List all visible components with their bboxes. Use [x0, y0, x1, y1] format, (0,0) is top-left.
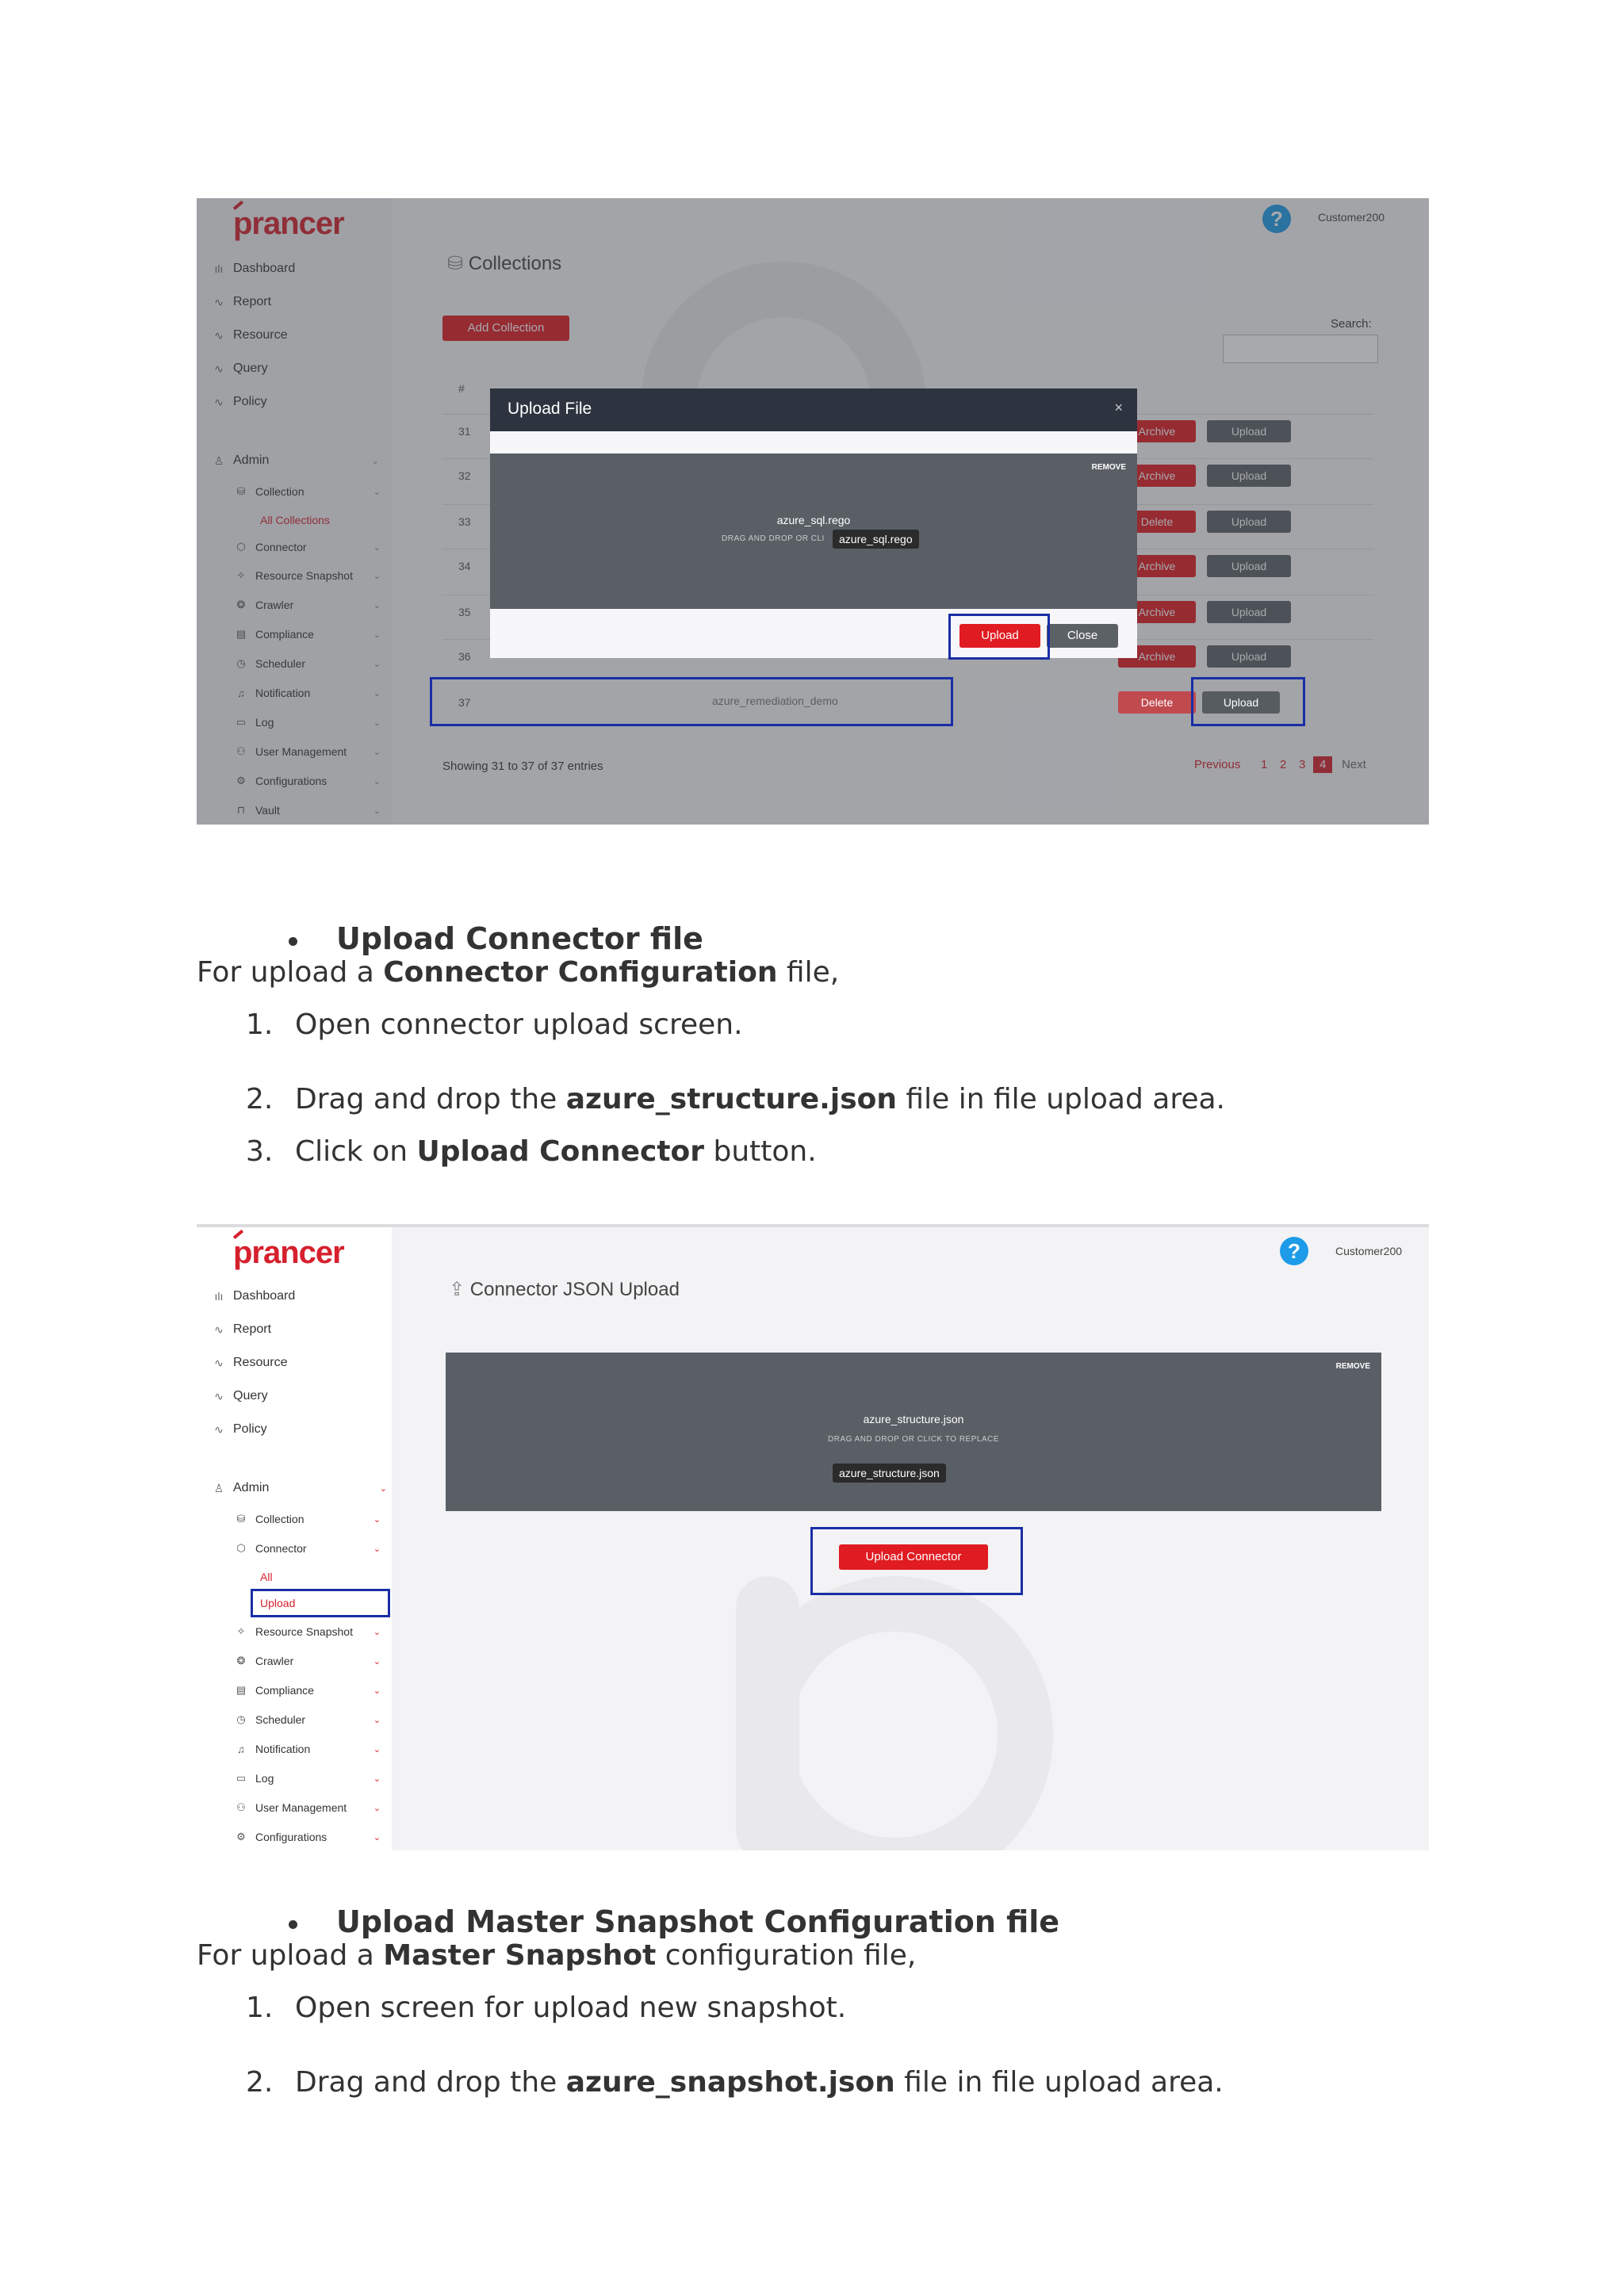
chevron-down-icon: ⌄: [373, 776, 381, 786]
sidebar-item-label: Scheduler: [255, 1713, 306, 1726]
activity-icon: ∿: [214, 1389, 224, 1402]
collection-name: azure_remediation_demo: [712, 695, 838, 707]
sidebar-item-label: Scheduler: [255, 657, 306, 670]
remove-file-button[interactable]: REMOVE: [1335, 1362, 1370, 1371]
sidebar-item-label: Connector: [255, 1542, 307, 1555]
drop-hint: DRAG AND DROP OR CLICK TO REPLACE: [828, 1435, 999, 1444]
activity-icon: ∿: [214, 1356, 224, 1369]
sidebar-item-resource[interactable]: [213, 1356, 287, 1370]
highlight-upload-connector: [810, 1527, 1023, 1595]
users-icon: ⚇: [236, 745, 246, 757]
file-drop-zone[interactable]: [490, 453, 1137, 609]
sidebar-item-label: Report: [233, 295, 272, 308]
highlight-upload-button: [948, 614, 1050, 660]
chevron-down-icon: ⌄: [373, 600, 381, 610]
help-icon[interactable]: ?: [1280, 1237, 1308, 1265]
sidebar-item-policy[interactable]: [213, 1422, 267, 1437]
sidebar-item-label: Vault: [255, 804, 280, 817]
sidebar-item-configurations[interactable]: [235, 1831, 381, 1843]
chevron-down-icon: ⌄: [373, 688, 381, 698]
list-text: file in file upload area.: [896, 1083, 1226, 1115]
chevron-down-icon: ⌄: [373, 659, 381, 669]
sidebar-item-label: Resource: [233, 1356, 288, 1369]
row-action-button[interactable]: Archive: [1118, 645, 1196, 668]
sidebar-item-label: Admin: [233, 1481, 270, 1494]
file-tooltip: azure_structure.json: [833, 1464, 946, 1483]
highlight-upload-button: [1191, 677, 1305, 726]
list-text: button.: [704, 1135, 817, 1168]
sidebar-item-resource-snapshot[interactable]: [235, 1625, 381, 1638]
row-upload-button[interactable]: Upload: [1207, 465, 1291, 487]
clock-icon: ◷: [236, 1713, 246, 1725]
list-number: 3.: [246, 1135, 274, 1168]
sidebar-item-label: Collection: [255, 1513, 304, 1525]
drop-hint: [722, 534, 1137, 543]
table-row: 37: [458, 696, 471, 709]
activity-icon: ∿: [214, 295, 224, 308]
bullet-dot: [289, 1920, 297, 1929]
sidebar-item-label: Log: [255, 716, 274, 729]
user-menu[interactable]: Customer200: [1335, 1245, 1403, 1257]
document-icon: ▤: [236, 628, 247, 640]
list-text: Open connector upload screen.: [295, 1008, 743, 1041]
intro-text: For upload a: [197, 956, 384, 989]
sidebar-item-label: Admin: [233, 453, 270, 467]
list-bold: azure_snapshot.json: [565, 2066, 895, 2099]
pagination-page-3[interactable]: 3: [1299, 758, 1306, 771]
chevron-down-icon: ⌄: [373, 1803, 381, 1813]
intro-text: configuration file,: [656, 1939, 917, 1972]
sidebar-item-label: Query: [233, 1389, 268, 1402]
users-icon: ⚇: [236, 1801, 246, 1813]
list-text: Drag and drop the: [295, 1083, 566, 1115]
sidebar-item-label: Connector: [255, 541, 307, 553]
row-upload-button[interactable]: Upload: [1202, 691, 1280, 714]
row-upload-button[interactable]: Upload: [1207, 555, 1291, 577]
brand-logo: prancer: [233, 1235, 344, 1270]
list-item: [246, 2066, 1224, 2099]
chevron-down-icon: ⌄: [373, 1627, 381, 1637]
pagination-previous[interactable]: Previous: [1194, 758, 1241, 771]
section-intro: [197, 956, 839, 989]
highlight-upload-nav: [251, 1589, 390, 1617]
pagination-page-1[interactable]: 1: [1261, 758, 1268, 771]
activity-icon: ∿: [214, 328, 224, 342]
brand-watermark-stem: [736, 1576, 799, 1850]
row-action-button[interactable]: Archive: [1118, 601, 1196, 623]
sidebar-item-label: Log: [255, 1772, 274, 1785]
table-row: 31: [458, 425, 471, 438]
help-icon[interactable]: ?: [1262, 205, 1291, 233]
sidebar-item-label: Configurations: [255, 1831, 327, 1843]
database-icon: ⛁: [447, 253, 469, 274]
activity-icon: ∿: [214, 362, 224, 375]
list-number: 2.: [246, 2066, 274, 2099]
gear-icon: ⚙: [236, 775, 246, 786]
sidebar-item-label: Policy: [233, 1422, 267, 1436]
sidebar-item-label: User Management: [255, 745, 347, 758]
modal-header: [490, 388, 1137, 431]
sidebar-item-collection[interactable]: [235, 1513, 381, 1525]
user-icon: ♙: [213, 453, 224, 467]
list-item: [246, 1083, 1225, 1115]
archive-icon: ▭: [236, 1772, 247, 1784]
sidebar-item-label: Compliance: [255, 628, 314, 641]
connector-upload-screenshot: [197, 1224, 1429, 1850]
sidebar-item-label: Crawler: [255, 599, 294, 611]
list-item: [246, 1135, 817, 1168]
sidebar-item-compliance[interactable]: [235, 1684, 381, 1697]
sidebar: [197, 1227, 392, 1850]
sidebar-item-label: Resource: [233, 328, 288, 342]
bar-chart-icon: ılı: [214, 1290, 224, 1303]
table-row: 34: [458, 560, 471, 572]
sidebar-item-label: Dashboard: [233, 1289, 296, 1303]
sidebar-item-label: Notification: [255, 1743, 311, 1755]
page-title-text: Connector JSON Upload: [469, 1279, 680, 1300]
chevron-down-icon: ⌄: [373, 718, 381, 728]
pagination-next[interactable]: Next: [1342, 758, 1366, 771]
sidebar-item-label: Policy: [233, 395, 267, 408]
row-upload-button[interactable]: Upload: [1207, 645, 1291, 668]
sidebar-item-notification[interactable]: [235, 1743, 381, 1755]
close-icon[interactable]: ×: [1114, 400, 1123, 415]
list-item: [246, 1992, 846, 2024]
section-intro: [197, 1939, 916, 1972]
modal-title: Upload File: [508, 400, 592, 418]
snapshot-icon: ✧: [236, 1625, 246, 1637]
sidebar-item-label: Report: [233, 1322, 272, 1336]
file-tooltip: azure_sql.rego: [833, 530, 919, 549]
sidebar-item-label: Crawler: [255, 1655, 294, 1667]
list-text: Click on: [295, 1135, 417, 1168]
chevron-down-icon: ⌄: [373, 1774, 381, 1784]
page-title-text: Collections: [468, 253, 562, 274]
snapshot-icon: ✧: [236, 569, 246, 581]
intro-text: For upload a: [197, 1939, 384, 1972]
search-label: Search:: [1331, 317, 1372, 331]
table-row: 33: [458, 515, 471, 528]
list-text: Drag and drop the: [295, 2066, 566, 2099]
table-row: 36: [458, 650, 471, 663]
list-number: 2.: [246, 1083, 274, 1115]
chevron-down-icon: ⌄: [373, 542, 381, 553]
gear-icon: ⚙: [236, 1831, 246, 1843]
lock-icon: ⊓: [236, 804, 246, 816]
sidebar-item-label: Resource Snapshot: [255, 1625, 353, 1638]
chevron-down-icon: ⌄: [379, 1483, 387, 1494]
sidebar-item-label: Collection: [255, 485, 304, 498]
sidebar-item-label: Resource Snapshot: [255, 569, 353, 582]
activity-icon: ∿: [214, 395, 224, 408]
sidebar-item-connector-all[interactable]: All: [260, 1571, 273, 1583]
row-delete-button[interactable]: Delete: [1118, 691, 1196, 714]
sidebar-item-label: User Management: [255, 1801, 347, 1814]
chevron-down-icon: ⌄: [373, 747, 381, 757]
intro-bold: Connector Configuration: [383, 956, 778, 989]
list-text: Open screen for upload new snapshot.: [295, 1992, 847, 2024]
bell-icon: ♫: [237, 1743, 245, 1755]
add-collection-button[interactable]: Add Collection: [442, 316, 569, 341]
page-title: [449, 1278, 680, 1301]
chevron-down-icon: ⌄: [373, 1832, 381, 1843]
sidebar-item-admin[interactable]: [213, 1481, 387, 1495]
row-action-button[interactable]: Archive: [1118, 465, 1196, 487]
upload-connector-button[interactable]: Upload Connector: [839, 1544, 988, 1570]
sidebar-item-crawler[interactable]: [235, 1655, 381, 1667]
pagination-page-4[interactable]: 4: [1313, 756, 1332, 773]
intro-bold: Master Snapshot: [383, 1939, 657, 1972]
chevron-down-icon: ⌄: [373, 629, 381, 640]
table-header-number: #: [458, 382, 465, 395]
cube-icon: ⬡: [236, 1542, 246, 1554]
user-icon: ♙: [213, 1481, 224, 1494]
bell-icon: ♫: [237, 687, 245, 699]
list-bold: azure_structure.json: [565, 1083, 897, 1115]
highlight-row-37: [430, 677, 953, 726]
database-icon: ⛁: [236, 485, 246, 497]
sidebar-item-connector-upload[interactable]: Upload: [260, 1597, 296, 1609]
chevron-down-icon: ⌄: [373, 1656, 381, 1667]
row-action-button[interactable]: Delete: [1118, 511, 1196, 533]
list-item: [246, 1008, 743, 1041]
chevron-down-icon: ⌄: [373, 806, 381, 816]
intro-text: file,: [777, 956, 840, 989]
upload-button[interactable]: Upload: [959, 624, 1040, 648]
entries-info: Showing 31 to 37 of 37 entries: [442, 760, 603, 773]
sidebar-item-report[interactable]: [213, 1322, 271, 1337]
chevron-down-icon: ⌄: [373, 1686, 381, 1696]
activity-icon: ∿: [214, 1322, 224, 1336]
list-bold: Upload Connector: [416, 1135, 705, 1168]
sidebar-item-label: Configurations: [255, 775, 327, 787]
chevron-down-icon: ⌄: [373, 1744, 381, 1755]
sidebar-item-label: Query: [233, 362, 268, 375]
remove-file-button[interactable]: REMOVE: [1091, 463, 1126, 472]
chevron-down-icon: ⌄: [373, 1715, 381, 1725]
document-icon: ▤: [236, 1684, 247, 1696]
sidebar-item-label: Compliance: [255, 1684, 314, 1697]
sidebar-item-connector[interactable]: [235, 1542, 381, 1555]
crawler-icon: ❂: [236, 1655, 246, 1667]
clock-icon: ◷: [236, 657, 246, 669]
table-row: 32: [458, 469, 471, 482]
file-name: azure_sql.rego: [776, 514, 851, 526]
activity-icon: ∿: [214, 1422, 224, 1436]
bullet-dot: [289, 937, 297, 946]
chevron-down-icon: ⌄: [373, 487, 381, 497]
sidebar-item-label: Notification: [255, 687, 311, 699]
table-row: 35: [458, 606, 471, 618]
sidebar-item-scheduler[interactable]: [235, 1713, 381, 1726]
sidebar-item-label: Dashboard: [233, 262, 296, 275]
row-upload-button[interactable]: Upload: [1207, 420, 1291, 442]
list-text: file in file upload area.: [894, 2066, 1224, 2099]
section-heading-connector: Upload Connector file: [336, 921, 703, 956]
list-number: 1.: [246, 1992, 274, 2024]
brand-logo: prancer: [233, 206, 344, 241]
cube-icon: ⬡: [236, 541, 246, 553]
close-button[interactable]: Close: [1047, 624, 1118, 648]
section-heading-master-snapshot: Upload Master Snapshot Configuration file: [336, 1904, 1060, 1939]
chevron-down-icon: ⌄: [373, 571, 381, 581]
sidebar-item-user-management[interactable]: [235, 1801, 381, 1814]
row-action-button[interactable]: Archive: [1118, 420, 1196, 442]
sidebar-item-query[interactable]: [213, 1389, 268, 1403]
user-menu[interactable]: Customer200: [1318, 211, 1385, 224]
sidebar-item-log[interactable]: [235, 1772, 381, 1785]
bar-chart-icon: ılı: [214, 262, 224, 275]
list-number: 1.: [246, 1008, 274, 1041]
file-name: azure_structure.json: [863, 1413, 964, 1425]
pagination-page-2[interactable]: 2: [1280, 758, 1287, 771]
chevron-down-icon: ⌄: [373, 1514, 381, 1525]
upload-icon: ⇪: [449, 1279, 470, 1300]
row-upload-button[interactable]: Upload: [1207, 511, 1291, 533]
chevron-down-icon: ⌄: [371, 456, 379, 466]
row-action-button[interactable]: Archive: [1118, 555, 1196, 577]
upload-file-modal: [490, 388, 1137, 658]
database-icon: ⛁: [236, 1513, 246, 1525]
drop-hint-text: DRAG AND DROP OR CLI: [722, 534, 825, 543]
chevron-down-icon: ⌄: [373, 1544, 381, 1554]
sidebar-item-all-collections[interactable]: All Collections: [260, 514, 330, 526]
sidebar-item-dashboard[interactable]: [213, 1289, 295, 1303]
collections-screenshot: [197, 198, 1429, 825]
archive-icon: ▭: [236, 716, 247, 728]
crawler-icon: ❂: [236, 599, 246, 610]
file-drop-zone[interactable]: [446, 1353, 1381, 1511]
row-upload-button[interactable]: Upload: [1207, 601, 1291, 623]
